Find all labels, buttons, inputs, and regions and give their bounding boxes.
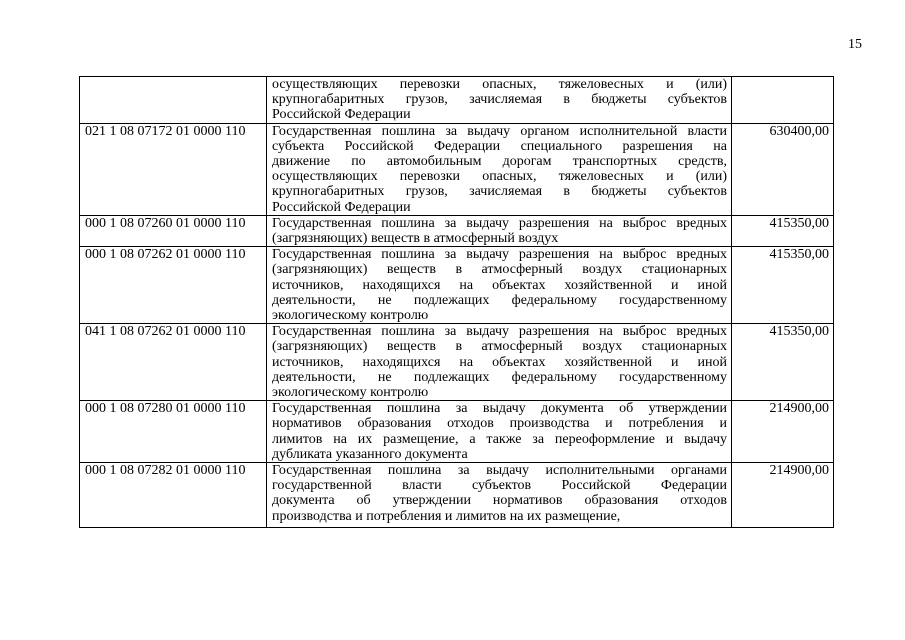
amount: 214900,00 (732, 401, 834, 463)
revenue-name-line: источников, находящихся на объектах хозяйственной и иной (272, 277, 727, 293)
revenue-name (267, 123, 732, 215)
revenue-name-line: осуществляющих перевозки опасных, тяжеловесных и (или) (272, 169, 727, 185)
revenue-name-line: движение по автомобильным дорогам транспортных средств, (272, 154, 727, 170)
table-row (80, 247, 834, 324)
budget-code: 021 1 08 07172 01 0000 110 (80, 123, 267, 215)
budget-code: 000 1 08 07282 01 0000 110 (80, 463, 267, 528)
revenue-name-line: (загрязняющих) веществ в атмосферный воздух стационарных (272, 262, 727, 278)
table-row (80, 123, 834, 215)
amount: 415350,00 (732, 215, 834, 246)
page-number: 15 (848, 37, 862, 52)
amount: 630400,00 (732, 123, 834, 215)
revenue-name-line: Государственная пошлина за выдачу разрешения на выброс вредных (272, 215, 727, 231)
table-row (80, 324, 834, 401)
revenue-name-line: Государственная пошлина за выдачу разрешения на выброс вредных (272, 324, 727, 340)
revenue-name (267, 324, 732, 401)
revenue-name (267, 463, 732, 528)
revenue-name (267, 247, 732, 324)
amount: 415350,00 (732, 247, 834, 324)
revenue-name-line: производства и потребления и лимитов на их размещение, (272, 508, 621, 524)
revenue-name-line: осуществляющих перевозки опасных, тяжеловесных и (или) (272, 77, 727, 92)
revenue-name-line: экологическому контролю (272, 385, 429, 401)
revenue-name-line: крупногабаритных грузов, зачисляемая в бюджеты субъектов (272, 92, 727, 108)
budget-code: 041 1 08 07262 01 0000 110 (80, 324, 267, 401)
revenue-name-line: крупногабаритных грузов, зачисляемая в бюджеты субъектов (272, 184, 727, 200)
revenue-name-line: источников, находящихся на объектах хозяйственной и иной (272, 354, 727, 370)
revenue-name-line: экологическому контролю (272, 308, 429, 324)
revenue-name-line: государственной власти субъектов Российской Федерации (272, 478, 727, 494)
revenue-name-line: Государственная пошлина за выдачу органом исполнительной власти (272, 123, 727, 139)
revenue-name-line: нормативов образования отходов производства и потребления и (272, 416, 727, 432)
budget-code: 000 1 08 07262 01 0000 110 (80, 247, 267, 324)
revenue-name-line: деятельности, не подлежащих федеральному государственному (272, 369, 727, 385)
table-row (80, 215, 834, 246)
revenue-table (79, 76, 834, 528)
amount: 214900,00 (732, 463, 834, 528)
revenue-name (267, 215, 732, 246)
revenue-name-line: (загрязняющих) веществ в атмосферный воздух стационарных (272, 339, 727, 355)
budget-code: 000 1 08 07260 01 0000 110 (80, 215, 267, 246)
revenue-name-line: Российской Федерации (272, 199, 411, 215)
budget-code (80, 77, 267, 124)
amount: 415350,00 (732, 324, 834, 401)
revenue-name (267, 77, 732, 124)
table-row (80, 401, 834, 463)
revenue-name-line: Российской Федерации (272, 107, 411, 123)
revenue-name-line: Государственная пошлина за выдачу исполнительными органами (272, 463, 727, 479)
revenue-name-line: (загрязняющих) веществ в атмосферный воздух (272, 231, 559, 247)
revenue-name-line: дубликата указанного документа (272, 446, 468, 462)
revenue-name-line: лимитов на их размещение, а также за переоформление и выдачу (272, 431, 727, 447)
table-row (80, 77, 834, 124)
revenue-name-line: деятельности, не подлежащих федеральному государственному (272, 292, 727, 308)
revenue-name-line: субъекта Российской Федерации специального разрешения на (272, 138, 727, 154)
table-row (80, 463, 834, 528)
budget-code: 000 1 08 07280 01 0000 110 (80, 401, 267, 463)
revenue-name (267, 401, 732, 463)
revenue-name-line: документа об утверждении нормативов образования отходов (272, 493, 727, 509)
amount (732, 77, 834, 124)
revenue-name-line: Государственная пошлина за выдачу разрешения на выброс вредных (272, 247, 727, 263)
revenue-name-line: Государственная пошлина за выдачу документа об утверждении (272, 401, 727, 417)
